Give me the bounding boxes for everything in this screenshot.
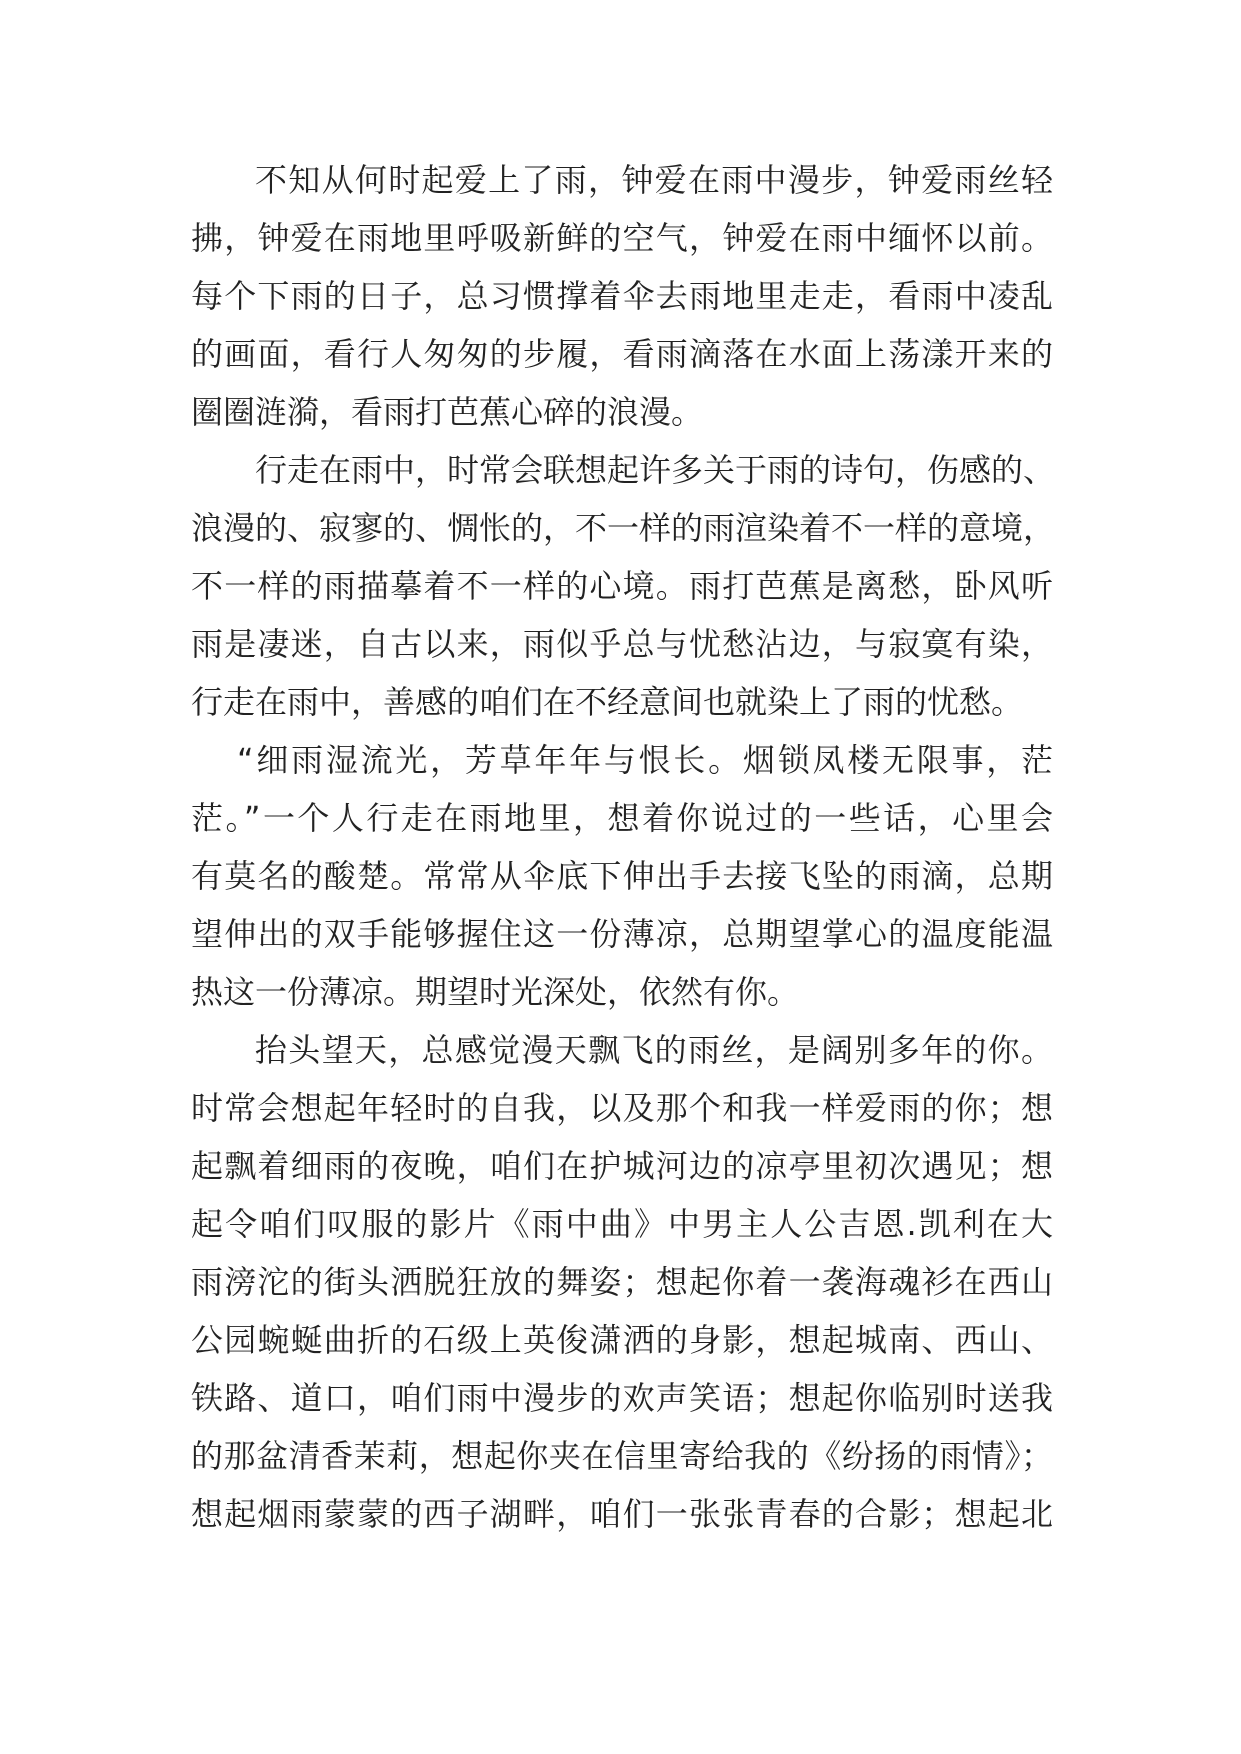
paragraph-1 [191, 160, 1053, 450]
paragraph-line: “细雨湿流光，芳草年年与恨长。烟锁凤楼无限事，茫 [237, 741, 1053, 779]
paragraph-4 [191, 1030, 1053, 1552]
document-body [191, 160, 1056, 1552]
paragraph-line: 行走在雨中，善感的咱们在不经意间也就染上了雨的忧愁。 [191, 683, 1024, 721]
paragraph-line: 望伸出的双手能够握住这一份薄凉，总期望掌心的温度能温 [191, 915, 1053, 953]
paragraph-3 [191, 740, 1053, 1030]
paragraph-line: 的那盆清香茉莉，想起你夹在信里寄给我的《纷扬的雨情》； [191, 1437, 1053, 1475]
paragraph-line: 热这一份薄凉。期望时光深处，依然有你。 [191, 973, 800, 1011]
paragraph-line: 想起烟雨蒙蒙的西子湖畔，咱们一张张青春的合影；想起北 [191, 1495, 1053, 1533]
paragraph-line: 拂，钟爱在雨地里呼吸新鲜的空气，钟爱在雨中缅怀以前。 [191, 219, 1053, 257]
paragraph-line: 每个下雨的日子，总习惯撑着伞去雨地里走走，看雨中凌乱 [191, 277, 1053, 315]
paragraph-line: 行走在雨中，时常会联想起许多关于雨的诗句，伤感的、 [255, 451, 1056, 489]
paragraph-line: 不知从何时起爱上了雨，钟爱在雨中漫步，钟爱雨丝轻 [255, 161, 1053, 199]
paragraph-line: 起令咱们叹服的影片《雨中曲》中男主人公吉恩.凯利在大 [191, 1205, 1053, 1243]
paragraph-line: 公园蜿蜒曲折的石级上英俊潇洒的身影，想起城南、西山、 [191, 1321, 1053, 1359]
paragraph-line: 茫。”一个人行走在雨地里，想着你说过的一些话，心里会 [191, 799, 1053, 837]
paragraph-line: 有莫名的酸楚。常常从伞底下伸出手去接飞坠的雨滴，总期 [191, 857, 1053, 895]
paragraph-line: 的画面，看行人匆匆的步履，看雨滴落在水面上荡漾开来的 [191, 335, 1053, 373]
paragraph-line: 时常会想起年轻时的自我，以及那个和我一样爱雨的你；想 [191, 1089, 1053, 1127]
paragraph-line: 铁路、道口，咱们雨中漫步的欢声笑语；想起你临别时送我 [191, 1379, 1053, 1417]
paragraph-2 [191, 450, 1056, 740]
paragraph-line: 不一样的雨描摹着不一样的心境。雨打芭蕉是离愁，卧风听 [191, 567, 1053, 605]
paragraph-line: 圈圈涟漪，看雨打芭蕉心碎的浪漫。 [191, 393, 704, 431]
paragraph-line: 抬头望天，总感觉漫天飘飞的雨丝，是阔别多年的你。 [255, 1031, 1053, 1069]
paragraph-line: 雨是凄迷，自古以来，雨似乎总与忧愁沾边，与寂寞有染， [191, 625, 1053, 663]
paragraph-line: 雨滂沱的街头洒脱狂放的舞姿；想起你着一袭海魂衫在西山 [191, 1263, 1053, 1301]
paragraph-line: 浪漫的、寂寥的、惆怅的，不一样的雨渲染着不一样的意境， [191, 509, 1056, 547]
paragraph-line: 起飘着细雨的夜晚，咱们在护城河边的凉亭里初次遇见；想 [191, 1147, 1053, 1185]
